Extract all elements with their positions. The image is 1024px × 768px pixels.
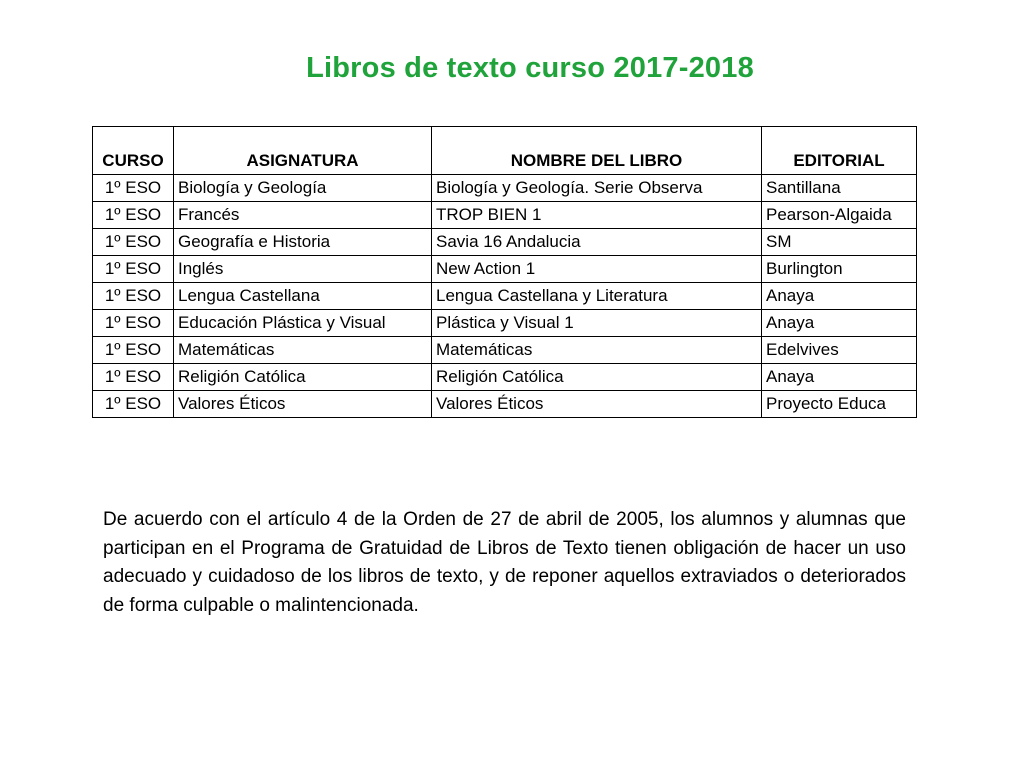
table-row: [93, 202, 917, 229]
cell-curso: 1º ESO: [93, 391, 174, 418]
cell-curso: 1º ESO: [93, 283, 174, 310]
cell-curso: 1º ESO: [93, 256, 174, 283]
cell-libro: Plástica y Visual 1: [432, 310, 762, 337]
cell-libro: TROP BIEN 1: [432, 202, 762, 229]
cell-libro: Matemáticas: [432, 337, 762, 364]
table-row: [93, 283, 917, 310]
cell-curso: 1º ESO: [93, 337, 174, 364]
legal-note-paragraph: De acuerdo con el artículo 4 de la Orden de 27 de abril de 2005, los alumnos y alumnas que participan en el Programa de Gratuidad de Libros de Texto tienen obligación de hacer un uso adecuado y cuidadoso de los libros de texto, y de reponer aquellos extraviados o deteriorados de forma culpable o malintencionada.: [103, 509, 906, 616]
cell-asignatura: Geografía e Historia: [174, 229, 432, 256]
cell-asignatura: Religión Católica: [174, 364, 432, 391]
cell-curso: 1º ESO: [93, 175, 174, 202]
cell-editorial: SM: [762, 229, 917, 256]
table-row: [93, 364, 917, 391]
cell-asignatura: Lengua Castellana: [174, 283, 432, 310]
cell-curso: 1º ESO: [93, 202, 174, 229]
cell-asignatura: Francés: [174, 202, 432, 229]
table-row: [93, 310, 917, 337]
cell-asignatura: Matemáticas: [174, 337, 432, 364]
page-title: Libros de texto curso 2017-2018: [306, 52, 754, 84]
cell-libro: Valores Éticos: [432, 391, 762, 418]
cell-libro: New Action 1: [432, 256, 762, 283]
textbooks-table: [92, 126, 917, 418]
table-row: [93, 256, 917, 283]
cell-libro: Lengua Castellana y Literatura: [432, 283, 762, 310]
table-row: [93, 391, 917, 418]
cell-asignatura: Inglés: [174, 256, 432, 283]
table-row: [93, 229, 917, 256]
cell-editorial: Edelvives: [762, 337, 917, 364]
cell-editorial: Pearson-Algaida: [762, 202, 917, 229]
cell-editorial: Anaya: [762, 283, 917, 310]
cell-asignatura: Biología y Geología: [174, 175, 432, 202]
header-nombre-libro: NOMBRE DEL LIBRO: [432, 127, 762, 175]
header-asignatura: ASIGNATURA: [174, 127, 432, 175]
cell-editorial: Proyecto Educa: [762, 391, 917, 418]
table-row: [93, 337, 917, 364]
cell-libro: Religión Católica: [432, 364, 762, 391]
table-header-row: [93, 127, 917, 175]
cell-curso: 1º ESO: [93, 229, 174, 256]
header-editorial: EDITORIAL: [762, 127, 917, 175]
table-row: [93, 175, 917, 202]
cell-libro: Biología y Geología. Serie Observa: [432, 175, 762, 202]
cell-curso: 1º ESO: [93, 364, 174, 391]
cell-editorial: Anaya: [762, 364, 917, 391]
cell-editorial: Burlington: [762, 256, 917, 283]
cell-asignatura: Valores Éticos: [174, 391, 432, 418]
cell-asignatura: Educación Plástica y Visual: [174, 310, 432, 337]
cell-libro: Savia 16 Andalucia: [432, 229, 762, 256]
cell-editorial: Anaya: [762, 310, 917, 337]
cell-curso: 1º ESO: [93, 310, 174, 337]
cell-editorial: Santillana: [762, 175, 917, 202]
header-curso: CURSO: [93, 127, 174, 175]
